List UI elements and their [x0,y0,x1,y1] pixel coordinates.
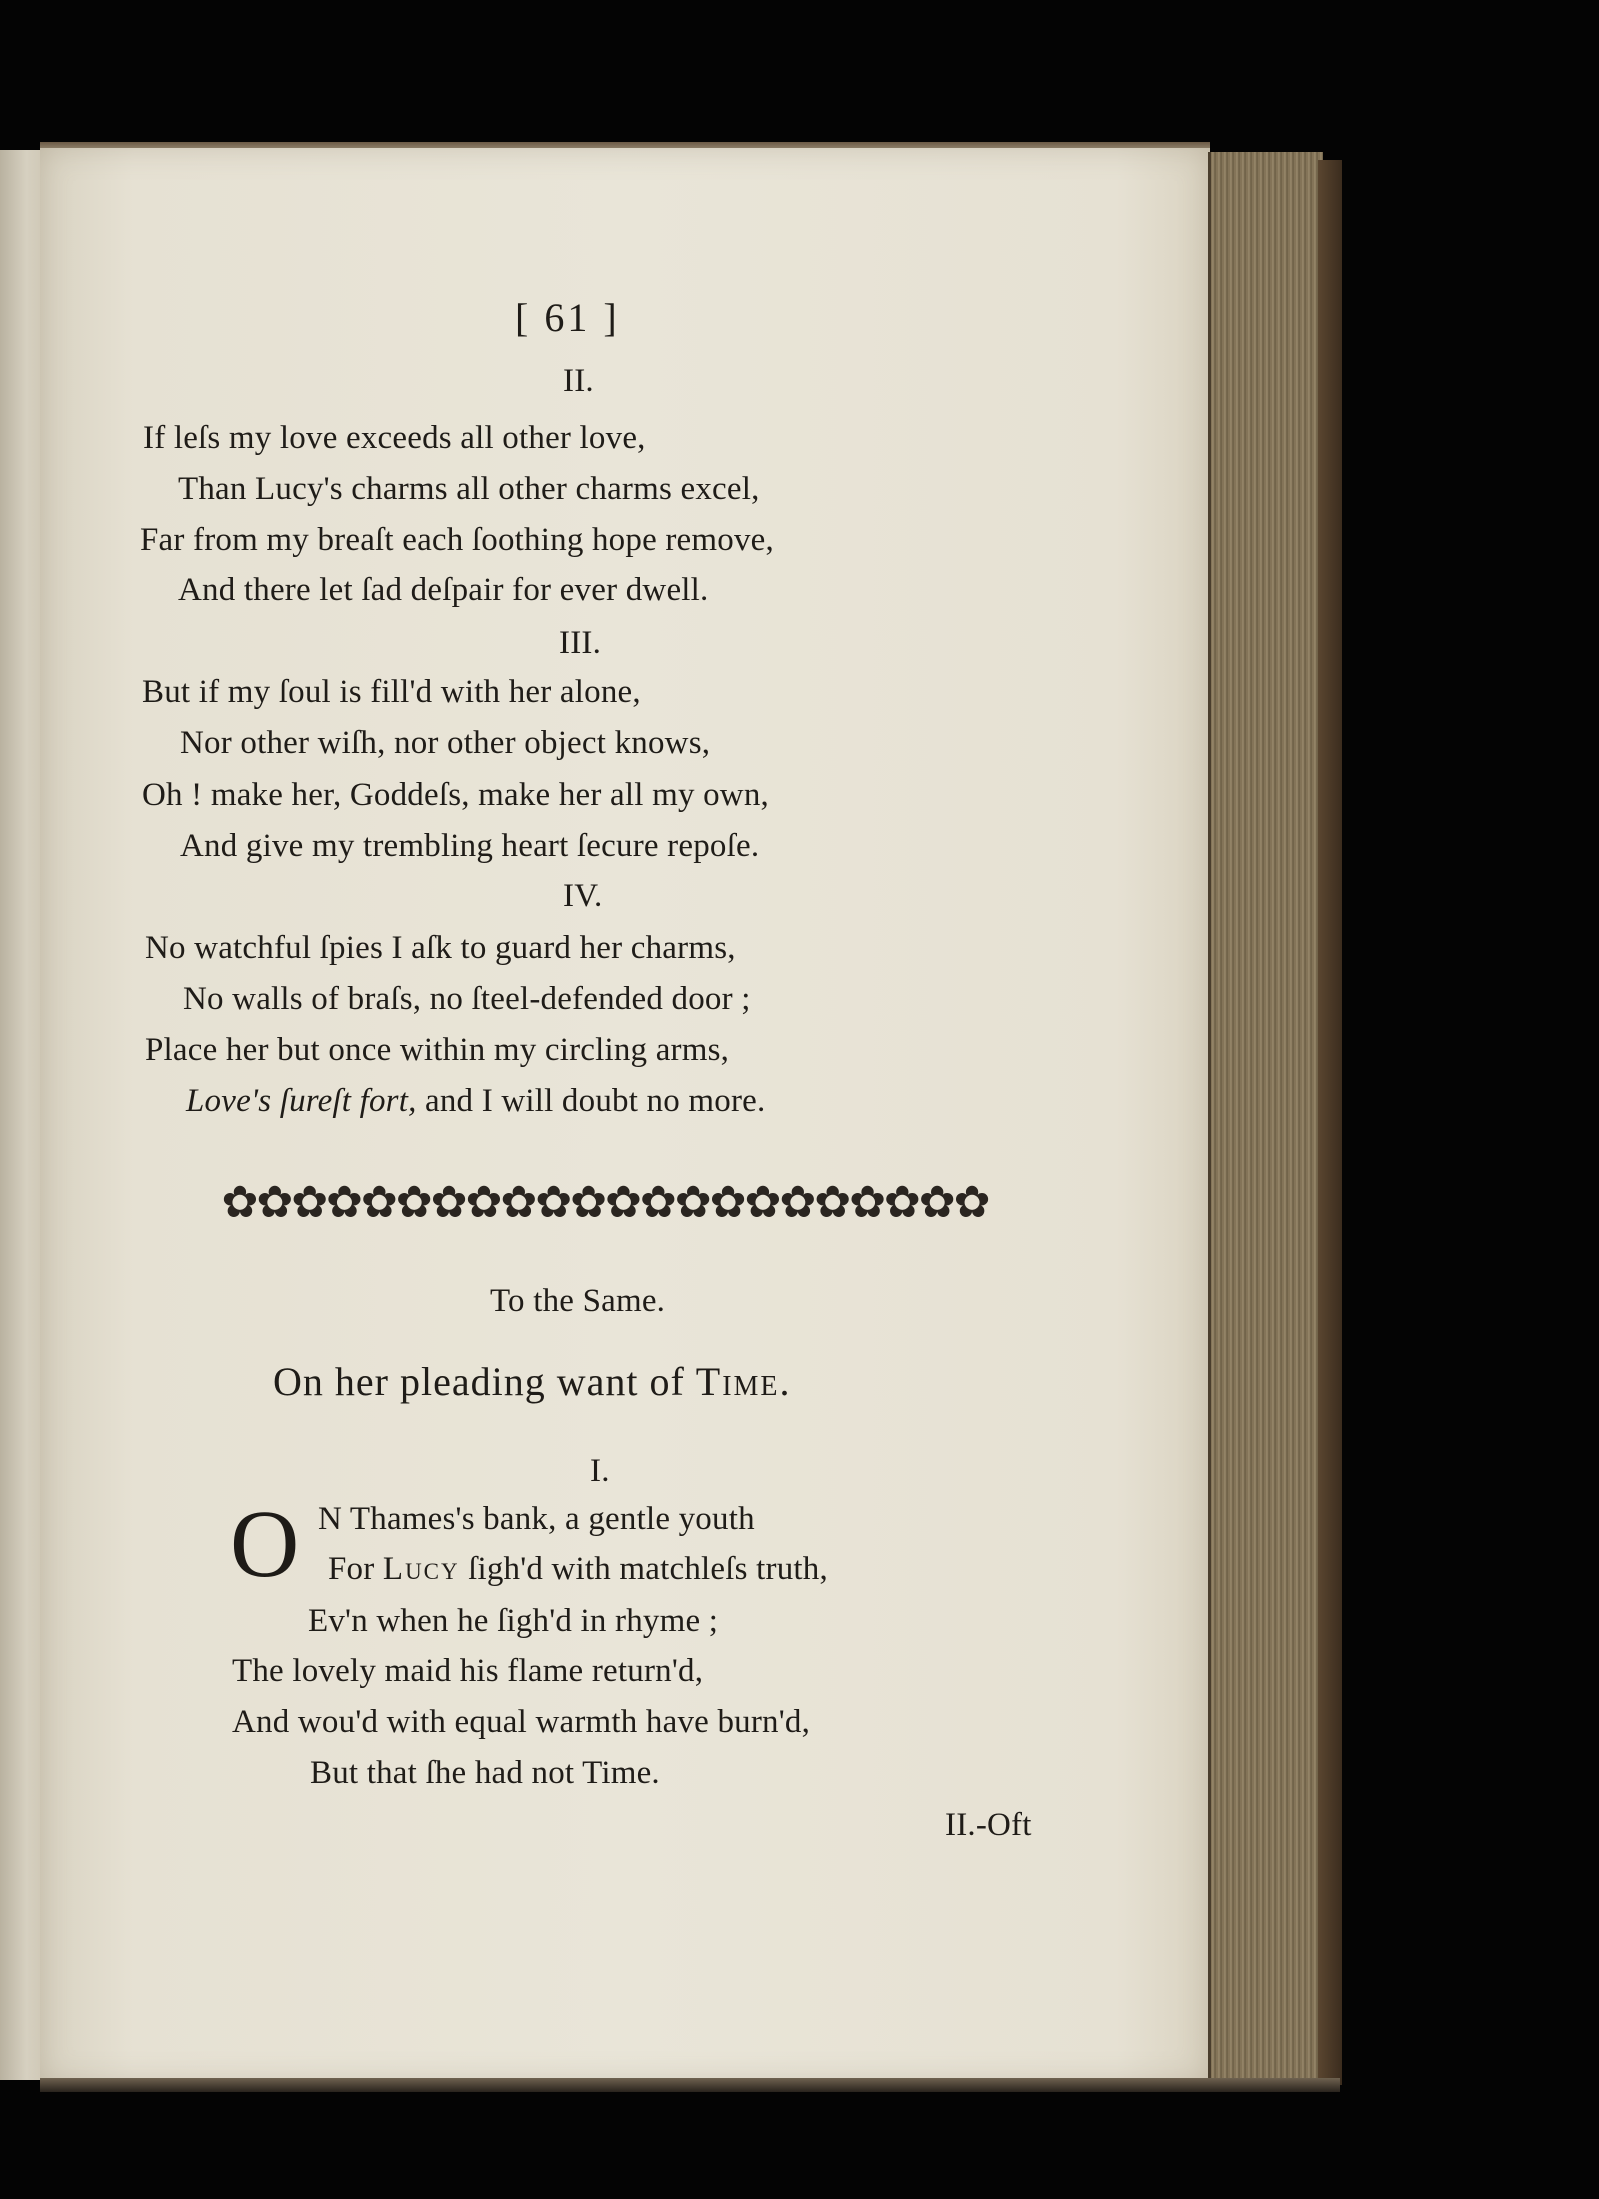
verse-line: But if my ſoul is fill'd with her alone, [142,674,641,710]
page-bottom-edge [40,2078,1340,2092]
verse-line: And give my trembling heart ſecure repoſe. [180,828,760,864]
ornamental-divider: ✿✿✿✿✿✿✿✿✿✿✿✿✿✿✿✿✿✿✿✿✿✿ [221,1178,989,1227]
verse-line: No watchful ſpies I aſk to guard her charms, [145,930,736,966]
page-number: [ 61 ] [515,295,620,340]
catchword: II.-Oft [945,1807,1032,1843]
verse-line: And there let ſad deſpair for ever dwell. [178,572,709,608]
verse-line: Nor other wiſh, nor other object knows, [180,725,711,761]
subheading-time: Time. [695,1359,792,1404]
book-cover-edge [1318,160,1342,2085]
verse-word: For [328,1551,375,1587]
fore-edge [1208,152,1323,2087]
name-lucy: Lucy [382,1551,460,1587]
stanza-numeral-iii: III. [559,625,602,661]
stanza-numeral-i: I. [590,1453,610,1489]
verse-line: If leſs my love exceeds all other love, [143,420,646,456]
drop-cap: O [230,1490,300,1597]
poem-subheading [273,1359,792,1404]
verse-line: No walls of braſs, no ſteel-defended door ; [183,981,751,1017]
verse-line: Far from my breaſt each ſoothing hope remove, [140,522,774,558]
verse-line: Oh ! make her, Goddeſs, make her all my own, [142,777,769,813]
verse-line: Place her but once within my circling arms, [145,1032,730,1068]
verse-line: And wou'd with equal warmth have burn'd, [232,1704,811,1740]
verse-line: The lovely maid his flame return'd, [232,1653,704,1689]
stanza-numeral-iv: IV. [563,878,603,914]
verse-line [328,1553,828,1586]
verse-line: But that ſhe had not Time. [310,1755,660,1791]
verse-line: Ev'n when he ſigh'd in rhyme ; [308,1603,719,1639]
verse-line-rest: and I will doubt no more. [425,1083,766,1119]
poem-heading: To the Same. [490,1283,666,1319]
stanza-numeral-ii: II. [563,363,594,399]
verse-line-rest: ſigh'd with matchleſs truth, [468,1551,828,1587]
subheading-text: On her pleading want of [273,1359,685,1404]
italic-phrase: Love's ſureſt fort, [186,1083,417,1119]
verse-line [186,1085,765,1118]
verse-line: Than Lucy's charms all other charms excel, [178,471,760,507]
verse-line: N Thames's bank, a gentle youth [318,1501,755,1537]
